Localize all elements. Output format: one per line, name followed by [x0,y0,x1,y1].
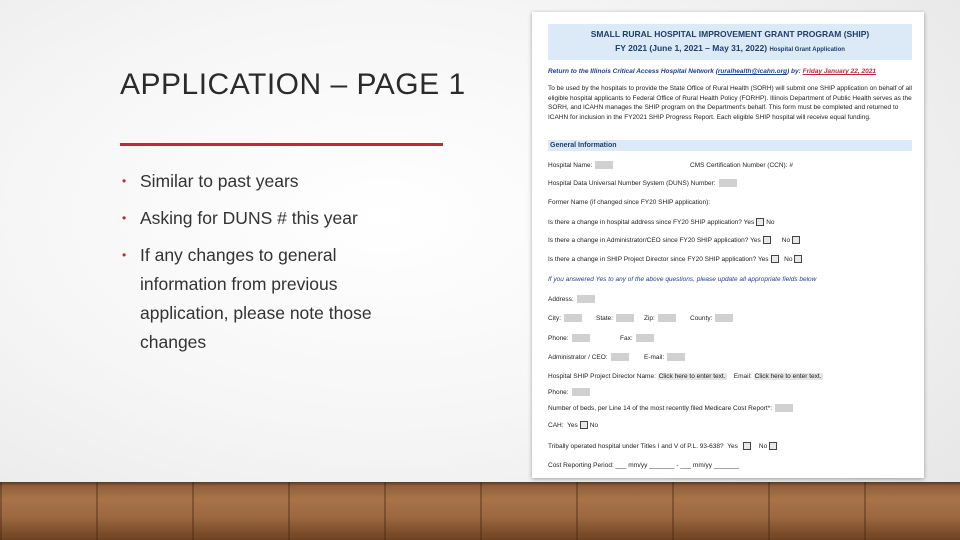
form-header [548,24,912,60]
checkbox[interactable] [771,255,779,263]
tribal-field[interactable]: Tribally operated hospital under Titles I and V of P.L. 93-638? Yes No [548,442,779,451]
slide-title: APPLICATION – PAGE 1 [120,68,466,101]
form-title: SMALL RURAL HOSPITAL IMPROVEMENT GRANT PROGRAM (SHIP) [590,29,870,39]
section-general-information: General Information [548,140,912,151]
bullet-list [120,167,420,365]
address-change-question[interactable]: Is there a change in hospital address since FY20 SHIP application? Yes No [548,219,775,226]
title-underline [120,143,443,146]
phone-field[interactable]: Phone: [548,334,590,343]
bullet-item: • Asking for DUNS # this year [120,204,420,233]
checkbox[interactable] [794,255,802,263]
duns-field[interactable]: Hospital Data Universal Number System (DUNS) Number: [548,179,737,188]
return-instructions: Return to the Illinois Critical Access Hospital Network (ruralhealth@icahn.org) by: Friday January 22, 2021 [548,68,876,75]
application-form-image [532,12,924,478]
bullet-icon: • [122,211,127,225]
cost-period-field[interactable]: Cost Reporting Period: ___ mm/yy _______ - ___ mm/yy _______ [548,462,740,469]
form-intro: To be used by the hospitals to provide the State Office of Rural Health (SORH) will submit one SHIP application on behalf of all eligible hospital applicants to Federal Office of Rural Health Policy (FORHP). Illinois Department of Public Health serves as the SORH, and ICAHN manages the SHIP program on the Department's behalf. This form must be completed and returned to ICAHN for inclusion in the FY2021 SHIP Progress Report. Each eligible SHIP hospital will receive equal funding. [548,85,912,121]
administrator-field[interactable]: Administrator / CEO: [548,353,629,362]
project-director-field[interactable]: Hospital SHIP Project Director Name: Click here to enter text. Email: Click here to enter text. [548,373,822,380]
checkbox[interactable] [743,442,751,450]
checkbox[interactable] [580,421,588,429]
checkbox[interactable] [763,236,771,244]
wood-floor-decoration [0,482,960,540]
fax-field[interactable]: Fax: [620,334,654,343]
address-field[interactable]: Address: [548,295,595,304]
hospital-name-field[interactable]: Hospital Name: [548,161,613,170]
phone-field-2[interactable]: Phone: [548,388,590,397]
cah-field[interactable]: CAH: Yes No [548,422,599,429]
checkbox[interactable] [792,236,800,244]
bullet-icon: • [122,174,127,188]
city-field[interactable]: City: [548,314,582,323]
bullet-item: • Similar to past years [120,167,420,196]
beds-field[interactable]: Number of beds, per Line 14 of the most recently filed Medicare Cost Report*: [548,404,793,413]
zip-field[interactable]: Zip: [644,314,676,323]
admin-change-question[interactable]: Is there a change in Administrator/CEO since FY20 SHIP application? Yes No [548,236,802,245]
ccn-field[interactable]: CMS Certification Number (CCN): # [690,162,793,169]
email-field[interactable]: E-mail: [644,353,685,362]
bullet-icon: • [122,248,127,262]
director-change-question[interactable]: Is there a change in SHIP Project Director since FY20 SHIP application? Yes No [548,255,804,264]
update-note: If you answered Yes to any of the above questions, please update all appropriate fields below [548,276,817,283]
county-field[interactable]: County: [690,314,733,323]
state-field[interactable]: State: [596,314,634,323]
former-name-field[interactable]: Former Name (if changed since FY20 SHIP application): [548,199,711,206]
form-subtitle: FY 2021 (June 1, 2021 – May 31, 2022) Hospital Grant Application [615,43,845,53]
checkbox[interactable] [769,442,777,450]
checkbox[interactable] [756,218,764,226]
bullet-item: • If any changes to general information from previous application, please note those changes [120,241,420,357]
